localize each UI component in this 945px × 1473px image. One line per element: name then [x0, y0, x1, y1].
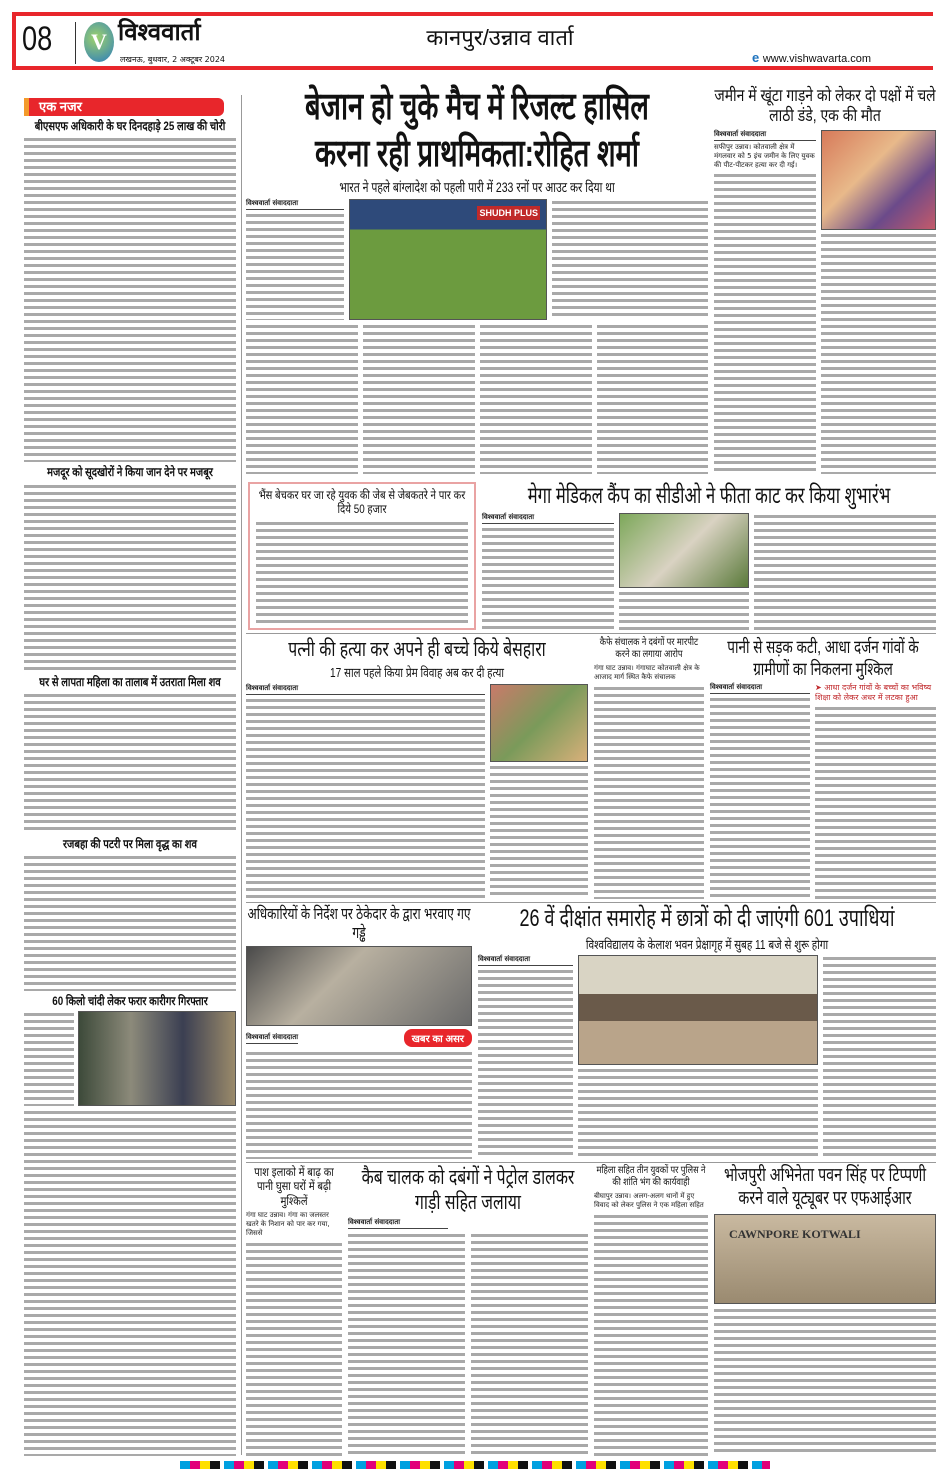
brand-name: विश्ववार्ता [118, 19, 201, 46]
left-headline-5: 60 किलो चांदी लेकर फरार कारीगर गिरफ्तार [52, 993, 208, 1008]
land-lede: सफीपुर उन्नाव। कोतवाली क्षेत्र में मंगलवार को 5 इंच जमीन के लिए युवक की पीट-पीटकर हत्या कर दी गई। [714, 142, 815, 169]
cafe-lede: गंगा घाट उन्नाव। गंगाघाट कोतवाली क्षेत्र के आजाद मार्ग स्थित कैफे संचालक [594, 664, 700, 681]
peace-text [594, 1213, 708, 1456]
cab-story [348, 1165, 588, 1456]
photo-board-text: SHUDH PLUS [479, 208, 538, 219]
row-rule-2 [246, 902, 936, 903]
lead-text-1 [246, 212, 344, 320]
land-text-2 [821, 232, 936, 474]
cafe-text [594, 685, 704, 899]
pickpocket-box [248, 482, 476, 630]
peace-headline: महिला सहित तीन युवकों पर पुलिस ने की शांति भंग की कार्यवाही [596, 1165, 706, 1188]
convocation-col-1 [478, 955, 573, 1159]
medical-headline: मेगा मेडिकल कैंप का सीडीओ ने फीता काट कर किया शुभारंभ [527, 482, 891, 508]
mourning-women-photo [821, 130, 936, 230]
medical-col-2 [619, 513, 749, 630]
convocation-text-3 [578, 1067, 818, 1159]
cab-headline: कैब चालक को दबंगों ने पेट्रोल डालकर गाड़ी सहित जलाया [361, 1166, 575, 1215]
cab-byline: विश्ववार्ता संवाददाता [348, 1218, 448, 1229]
cafe-headline: कैफे संचालक ने दबंगों पर मारपीट करने का लगाया आरोप [599, 637, 699, 660]
column-rule [241, 95, 242, 1455]
news-impact-tag: खबर का असर [404, 1029, 472, 1047]
pickpocket-text [256, 520, 468, 624]
land-col-1 [714, 130, 816, 474]
medical-col-1 [482, 513, 614, 630]
road-pullquote: ➤ आधा दर्जन गांवों के बच्चों का भविष्य शिक्षा को लेकर अधर में लटका हुआ [815, 683, 932, 703]
convocation-col-3 [823, 955, 936, 1159]
left-article-3-text [24, 692, 236, 834]
kotwali-sign-text: CAWNPORE KOTWALI [729, 1226, 861, 1241]
peace-lede: बीघापुर उन्नाव। अलग-अलग थानों में हुए विवाद को लेकर पुलिस ने एक महिला सहित [594, 1192, 704, 1209]
road-headline: पानी से सड़क कटी, आधा दर्जन गांवों के ग्रामीणों का निकलना मुश्किल [727, 637, 919, 679]
medical-col-3 [754, 513, 936, 630]
flood-story [246, 1165, 342, 1456]
pits-story [246, 905, 472, 1159]
lead-headline-line-1: बेजान हो चुके मैच में रिजल्ट हासिल [305, 86, 649, 128]
road-col-1 [710, 683, 810, 899]
medical-text-1 [482, 526, 614, 630]
murder-text-2 [490, 764, 588, 899]
cafe-story [594, 637, 704, 899]
convocation-headline: 26 वें दीक्षांत समारोह में छात्रों को दी जाएंगी 601 उपाधियां [519, 905, 895, 932]
land-byline: विश्ववार्ता संवाददाता [714, 130, 816, 141]
road-col-2 [815, 683, 936, 899]
land-headline: जमीन में खूंटा गाड़ने को लेकर दो पक्षों में चले लाठी डंडे, एक की मौत [714, 86, 936, 126]
lead-text-3 [246, 323, 708, 474]
ribbon-cutting-photo [619, 513, 749, 588]
murder-headline: पत्नी की हत्या कर अपने ही बच्चे किये बेसहारा [288, 638, 546, 661]
left-article-4-text [24, 854, 236, 991]
convocation-col-2 [578, 955, 818, 1159]
lead-story [246, 86, 708, 474]
road-story [710, 637, 936, 899]
page-number: 08 [22, 20, 53, 58]
medical-byline: विश्ववार्ता संवाददाता [482, 513, 614, 524]
left-headline-4: रजबहा की पटरी पर मिला वृद्ध का शव [63, 836, 197, 851]
cricket-photo [349, 199, 547, 320]
browser-e-icon: e [752, 50, 763, 65]
lead-subhead: भारत ने पहले बांग्लादेश को पहली पारी में 233 रनों पर आउट कर दिया था [339, 179, 615, 196]
children-photo [490, 684, 588, 762]
land-row [714, 130, 936, 474]
pits-headline: अधिकारियों के निर्देश पर ठेकेदार के द्वारा भरवाए गए गड्ढे [247, 906, 471, 943]
road-row [710, 683, 936, 899]
murder-byline: विश्ववार्ता संवाददाता [246, 684, 485, 695]
pickpocket-headline: भैंस बेचकर घर जा रहे युवक की जेब से जेबकतरे ने पार कर दिये 50 हजार [258, 488, 466, 517]
road-text-2 [815, 705, 936, 899]
bhojpuri-headline: भोजपुरी अभिनेता पवन सिंह पर टिप्पणी करने वाले यूट्यूबर पर एफआईआर [723, 1165, 927, 1209]
left-headline-3: घर से लापता महिला का तालाब में उतराता मिला शव [39, 674, 221, 689]
peace-story [594, 1165, 708, 1456]
lead-text-2 [552, 199, 708, 320]
row-rule [246, 633, 936, 634]
convocation-text-1 [478, 968, 573, 1159]
left-headline-1: बीएसएफ अधिकारी के घर दिनदहाड़े 25 लाख की चोरी [34, 119, 226, 133]
road-byline: विश्ववार्ता संवाददाता [710, 683, 810, 694]
left-headline-2: मजदूर को सूदखोरों ने किया जान देने पर मजबूर [47, 465, 213, 480]
brand-logo-icon: V [84, 22, 114, 62]
flood-lede: गंगा घाट उन्नाव। गंगा का जलस्तर खतरे के निशान को पार कर गया, जिससे [246, 1211, 330, 1238]
cab-text [348, 1232, 588, 1456]
meeting-photo [578, 955, 818, 1065]
website-link[interactable]: e www.vishwavarta.com [752, 50, 872, 65]
convocation-subhead: विश्वविद्यालय के केलाश भवन प्रेक्षागृह में सुबह 11 बजे से शुरू होगा [585, 936, 829, 952]
land-text [714, 172, 816, 474]
flood-text [246, 1241, 342, 1456]
arrow-icon: ➤ [815, 683, 825, 693]
medical-text-3 [754, 513, 936, 630]
pit-filling-photo [246, 946, 472, 1026]
arrest-photo [78, 1011, 236, 1106]
land-story [714, 86, 936, 474]
murder-col-1 [246, 684, 485, 899]
road-text-1 [710, 696, 810, 899]
left-article-2-text [24, 483, 236, 672]
land-col-2 [821, 130, 936, 474]
medical-row [482, 513, 936, 630]
lead-col-3 [552, 199, 708, 320]
ek-nazar-label: एक नजर [24, 98, 224, 116]
section-title: कानपुर/उन्नाव वार्ता [426, 25, 574, 50]
kotwali-photo [714, 1214, 936, 1304]
row-rule-3 [246, 1162, 936, 1163]
dateline: लखनऊ, बुधवार, 2 अक्टूबर 2024 [120, 55, 226, 64]
lead-col-1 [246, 199, 344, 320]
convocation-story [478, 905, 936, 1159]
convocation-text-2 [823, 955, 936, 1159]
murder-story [246, 637, 588, 899]
lead-headline-line-2: करना रही प्राथमिकता:रोहित शर्मा [314, 132, 640, 175]
lead-byline: विश्ववार्ता संवाददाता [246, 199, 344, 210]
divider [75, 22, 76, 64]
left-article-5-text [24, 1011, 74, 1106]
murder-text-1 [246, 697, 485, 899]
left-article-1-text [24, 136, 236, 462]
color-registration-bar [180, 1461, 770, 1469]
pits-text [246, 1050, 472, 1159]
pits-byline: विश्ववार्ता संवाददाता [246, 1033, 298, 1044]
left-article-5-text-cont [24, 1109, 236, 1456]
left-article-5-top [24, 1011, 236, 1106]
medical-story [482, 482, 936, 630]
left-column [24, 98, 236, 1456]
flood-headline: पाश इलाको में बाढ़ का पानी घुसा घरों में बढ़ी मुश्किलें [254, 1165, 334, 1208]
convocation-byline: विश्ववार्ता संवाददाता [478, 955, 573, 966]
bhojpuri-text [714, 1307, 936, 1456]
murder-row [246, 684, 588, 899]
bhojpuri-story [714, 1165, 936, 1456]
murder-subhead: 17 साल पहले किया प्रेम विवाह अब कर दी हत्या [329, 665, 504, 681]
murder-col-2 [490, 684, 588, 899]
pits-meta [246, 1029, 472, 1047]
medical-text-2 [619, 590, 749, 630]
convocation-row [478, 955, 936, 1159]
lead-top-row [246, 199, 708, 320]
